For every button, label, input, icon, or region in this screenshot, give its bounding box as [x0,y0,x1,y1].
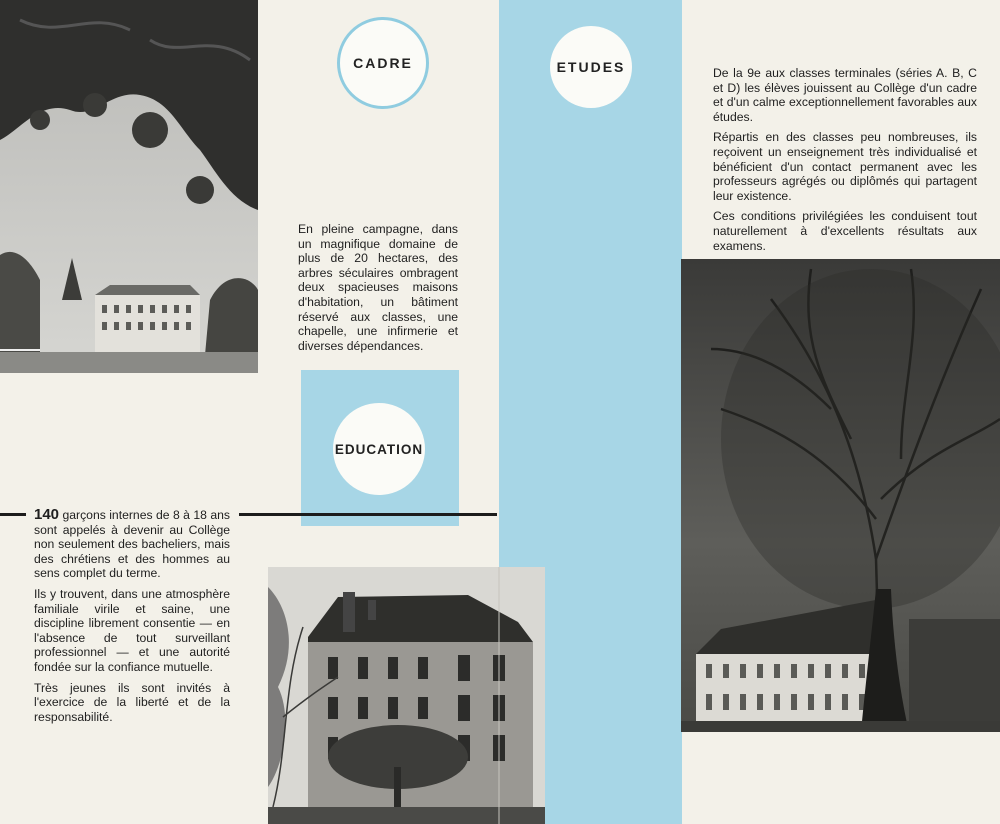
education-heading [333,403,425,495]
cadre-text [298,222,458,359]
main-building-photo [268,567,545,824]
education-heading-label: EDUCATION [334,441,424,457]
divider-right [239,513,497,516]
cadre-heading-label: CADRE [353,55,413,71]
tree-building-photo [681,259,1000,732]
etudes-heading [550,26,632,108]
education-paragraph-2: Ils y trouvent, dans une atmosphère familiale virile et saine, une discipline librement consentie — en l'absence de tout surveillant professionnel — et une autorité fondée sur la confiance mutuelle. [34,586,230,674]
etudes-text [713,66,977,259]
education-paragraph-1-text: garçons internes de 8 à 18 ans sont appelés à devenir au Collège non seulement des bacheliers, mais des chrétiens et des hommes au sens complet du terme. [34,508,230,581]
pupil-count: 140 [34,506,60,523]
education-paragraph-3: Très jeunes ils sont invités à l'exercice de la liberté et de la responsabilité. [34,680,230,724]
etudes-heading-label: ETUDES [556,59,626,75]
estate-photo [0,0,258,373]
divider-left [0,513,26,516]
etudes-paragraph-1: De la 9e aux classes terminales (séries A. B, C et D) les élèves jouissent au Collège d'un cadre et d'un calme exceptionnellement favorables aux études. [713,66,977,124]
cadre-paragraph: En pleine campagne, dans un magnifique domaine de plus de 20 hectares, des arbres séculaires ombragent deux spacieuses maisons d'habitation, un bâtiment réservé aux classes, une chapelle, une infirmerie et diverses dépendances. [298,222,458,353]
etudes-paragraph-3: Ces conditions privilégiées les conduisent tout naturellement à d'excellents résultats aux examens. [713,209,977,253]
cadre-heading [337,17,429,109]
education-paragraph-1 [34,508,230,581]
education-text [34,508,230,730]
etudes-paragraph-2: Répartis en des classes peu nombreuses, ils reçoivent un enseignement très individualisé et bénéficient d'un contact permanent avec les professeurs agrégés ou diplômés qui partagent leur existence. [713,130,977,203]
